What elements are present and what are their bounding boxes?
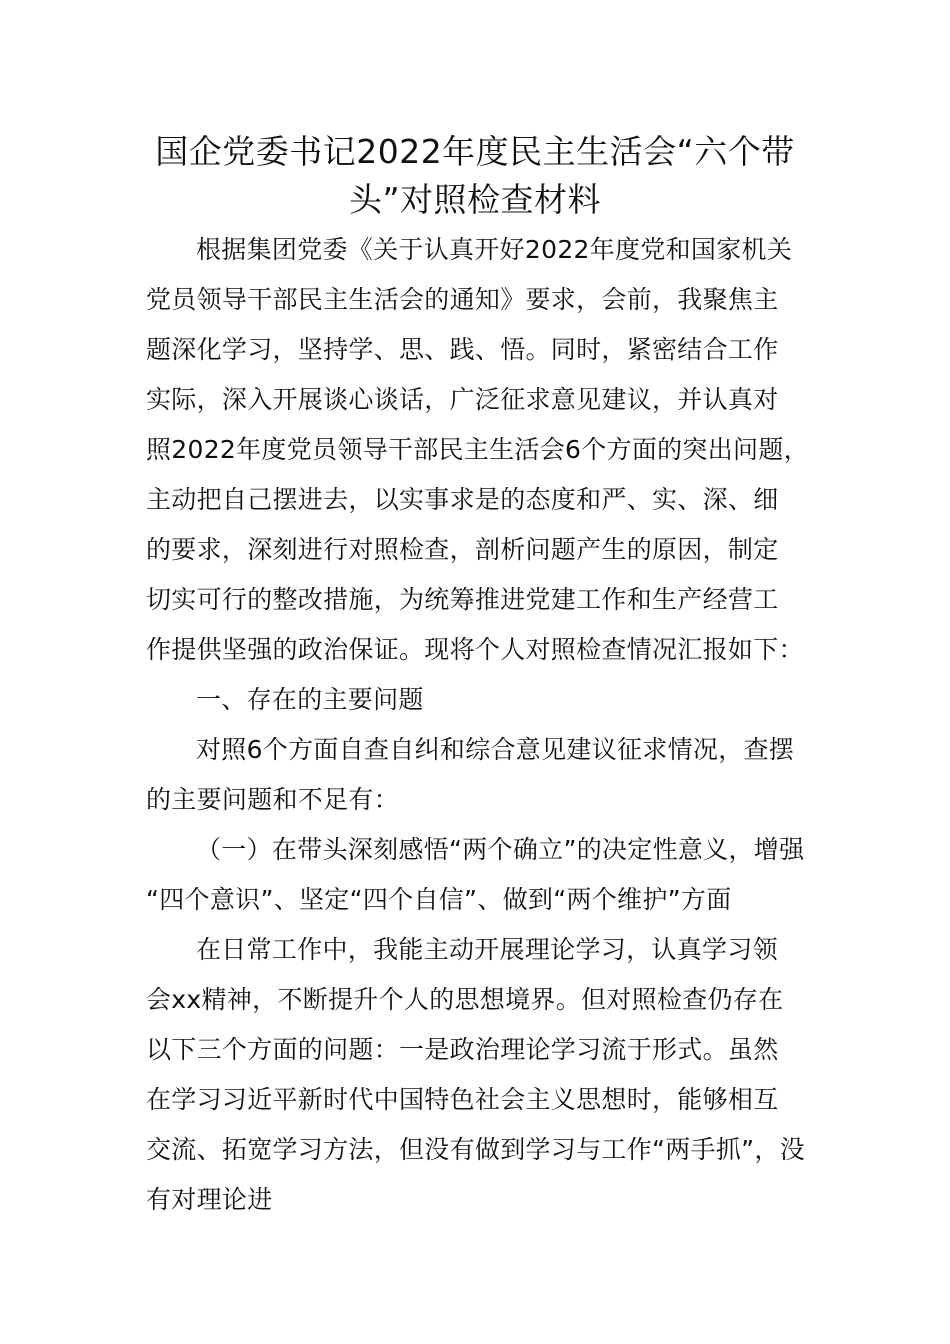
body-line-2: 党员领导干部民主生活会的通知》要求，会前，我聚焦主 — [146, 285, 779, 314]
subsection-heading-1-cont: “四个意识”、坚定“四个自信”、做到“两个维护”方面 — [146, 885, 732, 914]
body-line-8: 切实可行的整改措施，为统筹推进党建工作和生产经营工 — [146, 585, 779, 614]
body-line-9: 作提供坚强的政治保证。现将个人对照检查情况汇报如下： — [146, 635, 804, 664]
body-line-20: 有对理论进 — [146, 1185, 273, 1214]
section-heading-1: 一、存在的主要问题 — [196, 685, 424, 714]
body-line-19: 交流、拓宽学习方法，但没有做到学习与工作“两手抓”，没 — [146, 1135, 806, 1164]
body-line-5: 照2022年度党员领导干部民主生活会6个方面的突出问题， — [146, 435, 809, 464]
body-line-3: 题深化学习，坚持学、思、践、悟。同时，紧密结合工作 — [146, 335, 779, 364]
body-line-17: 以下三个方面的问题：一是政治理论学习流于形式。虽然 — [146, 1035, 779, 1064]
body-line-15: 在日常工作中，我能主动开展理论学习，认真学习领 — [196, 935, 778, 964]
body-line-6: 主动把自己摆进去，以实事求是的态度和严、实、深、细 — [146, 485, 779, 514]
body-line-7: 的要求，深刻进行对照检查，剖析问题产生的原因，制定 — [146, 535, 779, 564]
subsection-heading-1: （一）在带头深刻感悟“两个确立”的决定性意义，增强 — [196, 835, 805, 864]
body-line-11: 对照6个方面自查自纠和综合意见建议征求情况，查摆 — [196, 735, 795, 764]
body-line-4: 实际，深入开展谈心谈话，广泛征求意见建议，并认真对 — [146, 385, 779, 414]
body-line-16: 会xx精神，不断提升个人的思想境界。但对照检查仍存在 — [146, 985, 784, 1014]
body-line-18: 在学习习近平新时代中国特色社会主义思想时，能够相互 — [146, 1085, 779, 1114]
document-title: 国企党委书记2022年度民主生活会“六个带头”对照检查材料 — [155, 132, 795, 219]
body-line-12: 的主要问题和不足有： — [146, 785, 400, 814]
body-line-1: 根据集团党委《关于认真开好2022年度党和国家机关 — [196, 235, 793, 264]
